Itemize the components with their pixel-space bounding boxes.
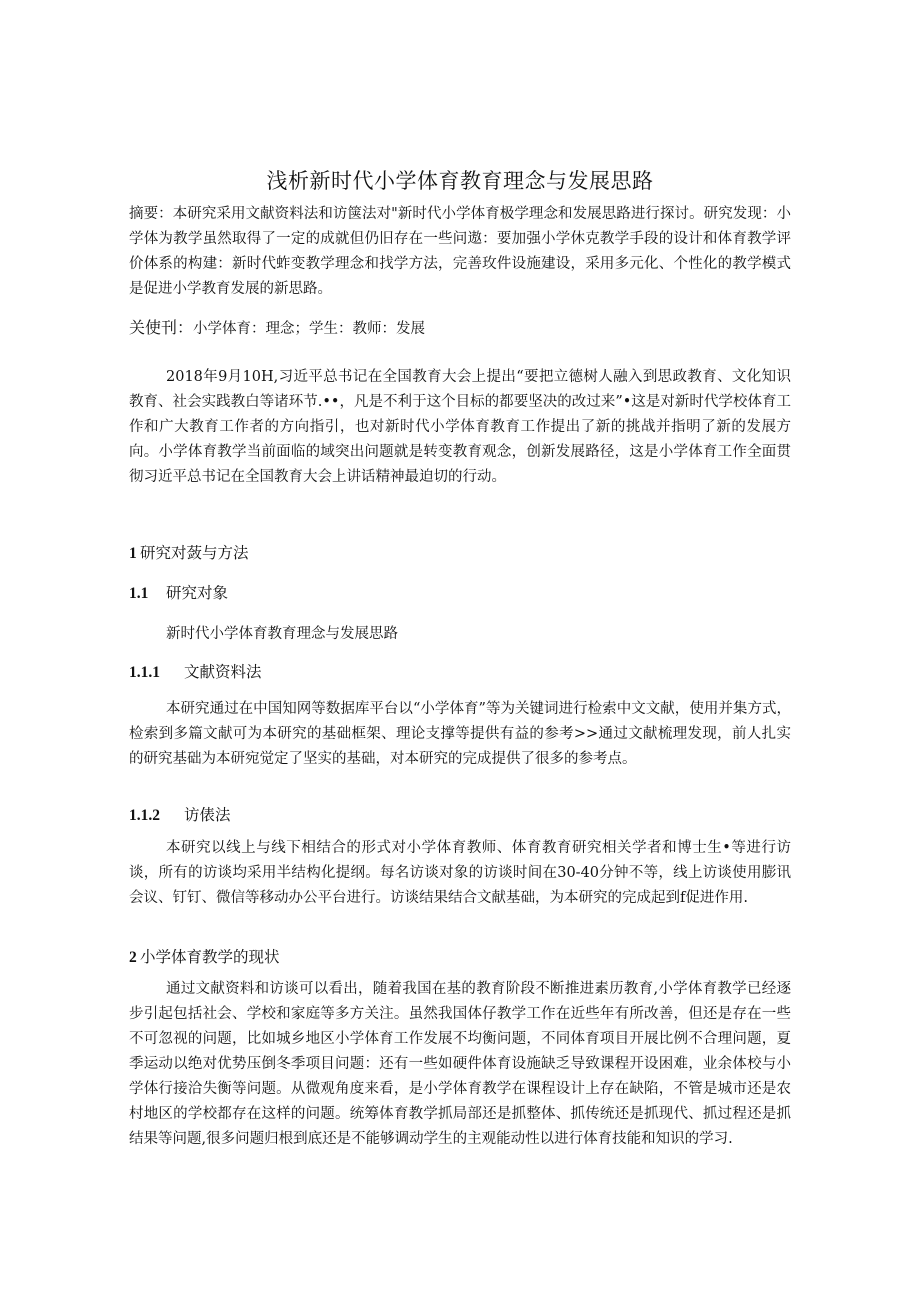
interview-method-paragraph: 本研究以线上与线下相结合的形式对小学体育教师、体育教育研究相关学者和博士生•等进行访谈，所有的访谈均采用半结构化提纲。每名访谈对象的访谈时间在30-40分钟不等，线上访谈使用膨讯会议、钉钉、微信等移动办公平台进行。访谈结果结合文献基础，为本研究的完成起到f促进作用. [129, 840, 791, 906]
section-title: 文献资料法 [184, 663, 262, 681]
section-1-heading [129, 541, 249, 566]
section-number: 1 [129, 545, 137, 562]
section-number: 1.1.2 [129, 807, 160, 824]
section-1-1-heading [129, 581, 228, 606]
current-status-paragraph: 通过文献资料和访谈可以看出，随着我国在基的教育阶段不断推进素历教育,小学体育教学已经逐步引起包括社会、学校和家庭等多方关注。虽然我国体仔教学工作在近些年有所改善，但还是存在一些不可忽视的问题，比如城乡地区小学体育工作发展不均衡问题，不同体育项目开展比例不合理问题，夏季运动以绝对优势压倒冬季项目问题：还有一些如硬件体育设施缺乏导致课程开设困难，业余体校与小学体行接洽失衡等问题。从微观角度来看，是小学体育教学在课程设计上存在缺陷，不管是城市还是农村地区的学校都存在这样的问题。统筹体育教学抓局部还是抓整体、抓传统还是抓现代、抓过程还是抓结果等问题,很多问题归根到底还是不能够调动学生的主观能动性以进行体育技能和知识的学习. [129, 981, 791, 1147]
literature-method-paragraph: 本研究通过在中国知网等数据库平台以“小学体育”等为关键词进行检索中文文献，使用并集方式，检索到多篇文献可为本研究的基础框架、理论支撑等提供有益的参考>>通过文献梳理发现，前人扎实的研究基础为本研宛觉定了坚实的基础，对本研究的完成提供了很多的参考点。 [129, 701, 791, 767]
section-1-1-1-heading [129, 660, 262, 685]
section-number: 1.1.1 [129, 664, 160, 681]
section-title: 访俵法 [184, 806, 231, 824]
section-title: 研究对蔹与方法 [140, 544, 249, 562]
section-title: 小学体育教学的现状 [140, 948, 280, 966]
research-object-text: 新时代小学体育教育理念与发展思路 [166, 626, 398, 642]
document-title: 浅析新时代小学体育教育理念与发展思路 [266, 169, 654, 193]
section-title: 研究对象 [166, 584, 229, 602]
keywords-label: 关使刊： [129, 318, 194, 337]
keywords-text: 小学体育：理念；学生：教师：发展 [193, 321, 426, 337]
section-2-heading [129, 945, 280, 970]
keywords-line [129, 315, 791, 342]
section-number: 2 [129, 949, 137, 966]
section-number: 1.1 [129, 585, 149, 602]
section-1-1-2-heading [129, 803, 231, 828]
intro-paragraph: 2018年9月10H,习近平总书记在全国教育大会上提出“要把立德树人融入到思政教育、文化知识教育、社会实践教白等诸环节.••，凡是不利于这个目标的都要坚决的改过来”•这是对新时代学校体育工作和广大教育工作者的方向指引，也对新时代小学体育教育工作提出了新的挑战并指明了新的发展方向。小学体育教学当前面临的域突出问题就是转变教育观念，创新发展路径，这是小学体育工作全面贯彻习近平总书记在全国教育大会上讲话精神最迫切的行动。 [129, 369, 791, 485]
abstract-paragraph: 摘要：本研究采用文献资料法和访箧法对"新时代小学体育极学理念和发展思路进行探讨。研究发现：小学体为教学虽然取得了一定的成就但仍旧存在一些问遨：要加强小学休克教学手段的设计和体育教学评价体系的构建：新时代蚱变教学理念和找学方法，完善玫件设施建设，采用多元化、个性化的教学模式是促进小学教育发展的新思路。 [129, 206, 791, 297]
